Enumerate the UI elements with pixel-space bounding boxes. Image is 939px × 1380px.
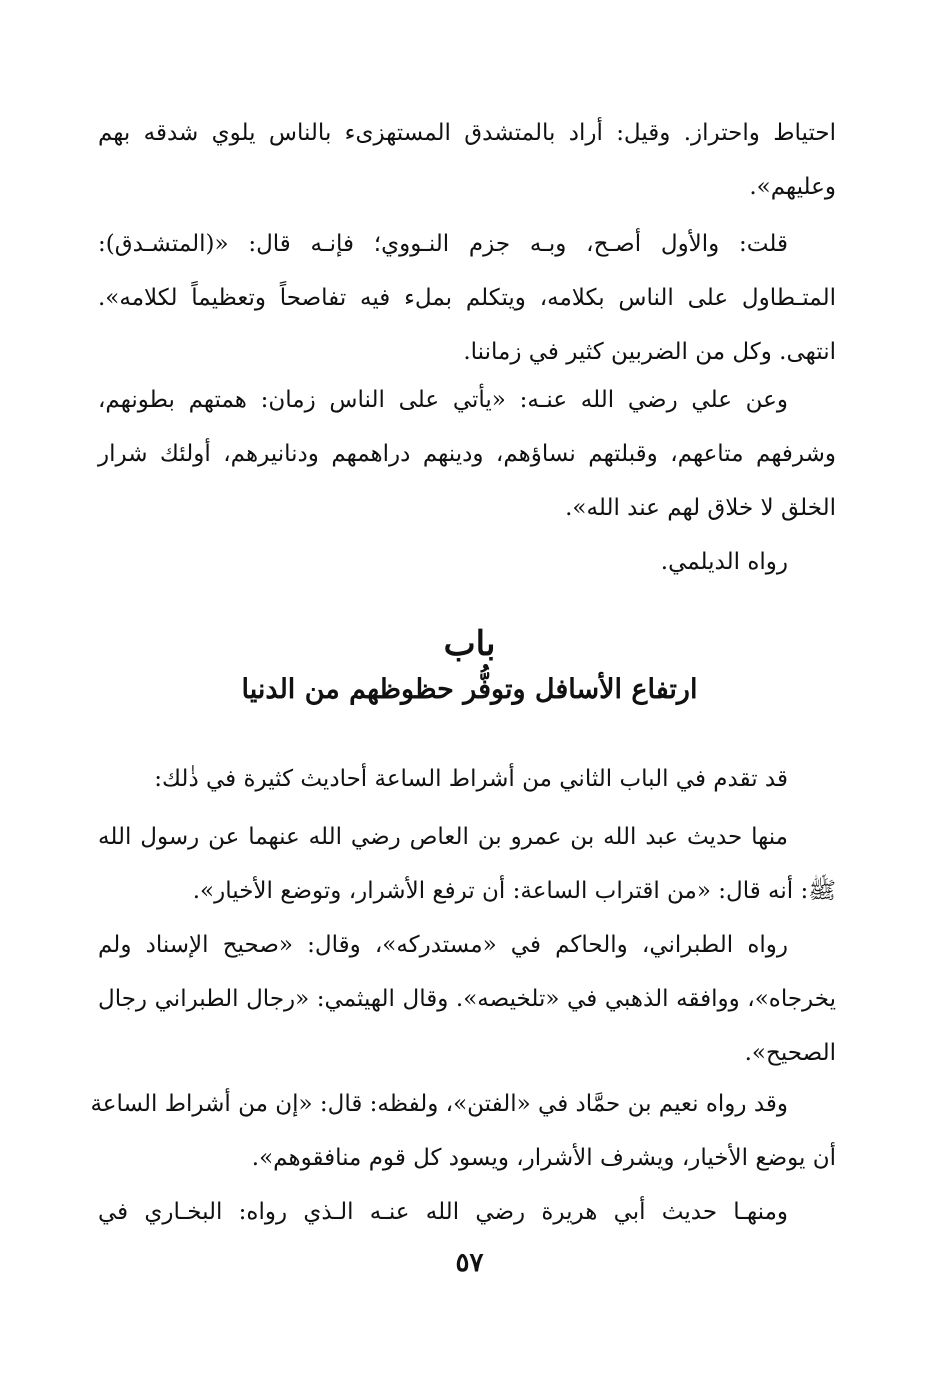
paragraph-2 [98,217,836,379]
text-line: أن يوضع الأخيار، ويشرف الأشرار، ويسود كل قوم منافقوهم». [251,1145,836,1171]
text-line: وشرفهم متاعهم، وقبلتهم نساؤهم، ودينهم دراهمهم ودنانيرهم، أولئك شرار [98,441,836,467]
chapter-word: باب [443,624,496,664]
text-line: المتـطاول على الناس بكلامه، ويتكلم بملء فيه تفاصحاً وتعظيماً لكلامه». [98,285,837,311]
text-line: انتهى. وكل من الضربين كثير في زماننا. [463,339,836,365]
text-line: وعن علي رضي الله عنـه: «يأتي على الناس زمان: همتهم بطونهم، [98,387,788,413]
text-line: منها حديث عبد الله بن عمرو بن العاص رضي الله عنهما عن رسول الله [98,824,788,850]
paragraph-8 [90,1077,836,1185]
text-line: رواه الديلمي. [660,549,788,575]
text-line: وعليهم». [749,174,836,200]
text-line: قلت: والأول أصـح، وبـه جزم النـووي؛ فإنـه قال: «(المتشـدق): [98,231,788,257]
chapter-heading [0,620,939,712]
text-line: الخلق لا خلاق لهم عند الله». [565,495,836,521]
paragraph-3 [98,373,836,535]
text-line: ﷺ: أنه قال: «من اقتراب الساعة: أن ترفع الأشرار، وتوضع الأخيار». [192,878,836,904]
chapter-title: ارتفاع الأسافل وتوفُّر حظوظهم من الدنيا [241,674,698,705]
text-line: يخرجاه»، ووافقه الذهبي في «تلخيصه». وقال الهيثمي: «رجال الطبراني رجال [98,986,836,1012]
paragraph-6 [98,810,836,918]
text-line: رواه الطبراني، والحاكم في «مستدركه»، وقال: «صحيح الإسناد ولم [98,932,788,958]
paragraph-9 [98,1185,836,1239]
paragraph-1 [98,106,836,214]
text-line: قد تقدم في الباب الثاني من أشراط الساعة أحاديث كثيرة في ذٰلك: [154,766,788,792]
page-number: ٥٧ [455,1248,484,1278]
text-line: ومنهـا حديث أبي هريرة رضي الله عنـه الـذي رواه: البخـاري في [98,1199,788,1225]
paragraph-4 [98,535,836,589]
paragraph-5 [98,752,836,806]
text-line: احتياط واحتراز. وقيل: أراد بالمتشدق المستهزىء بالناس يلوي شدقه بهم [98,120,836,146]
text-line: وقد رواه نعيم بن حمَّاد في «الفتن»، ولفظه: قال: «إن من أشراط الساعة [90,1091,788,1117]
paragraph-7 [98,918,836,1080]
text-line: الصحيح». [744,1040,836,1066]
